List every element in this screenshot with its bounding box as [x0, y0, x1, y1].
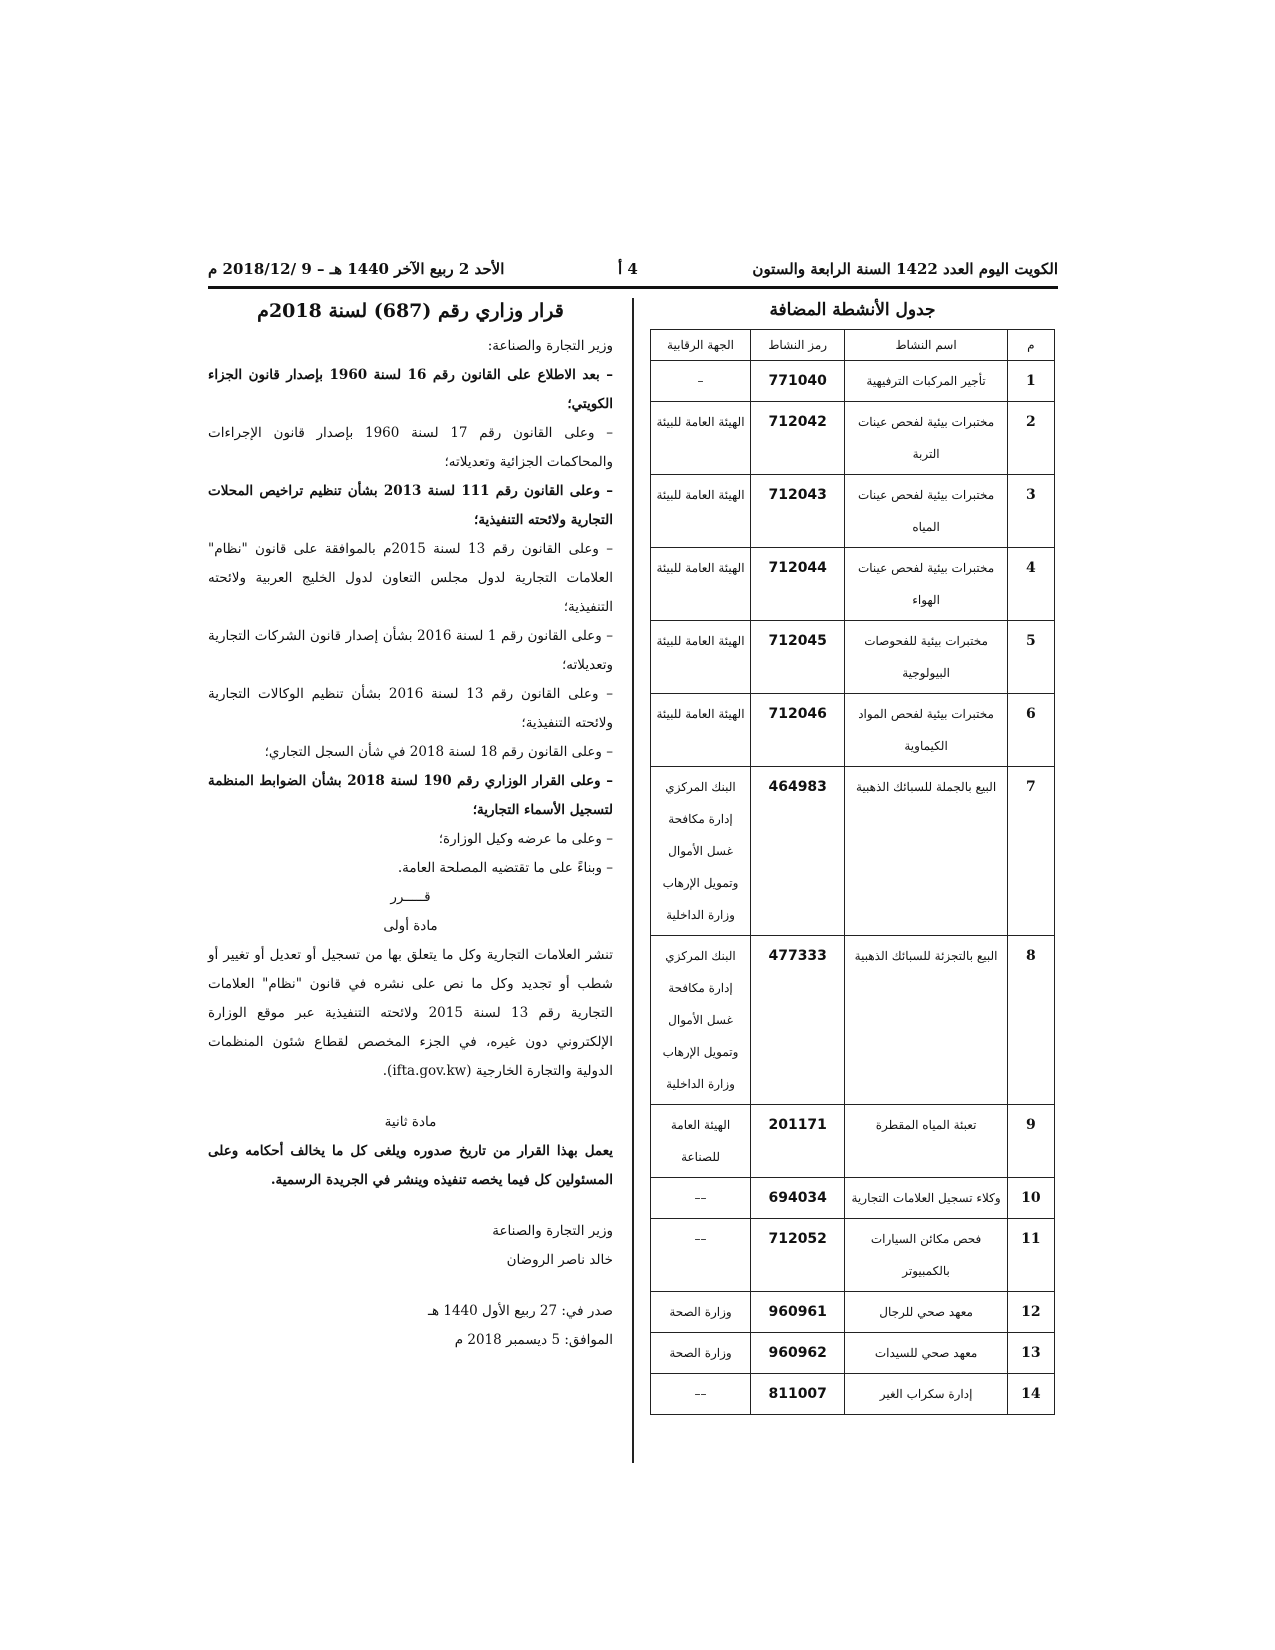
regulatory-authority: الهيئة العامة للبيئة: [651, 694, 751, 767]
col-header-name: اسم النشاط: [845, 330, 1007, 361]
row-number: 2: [1007, 402, 1054, 475]
row-number: 3: [1007, 475, 1054, 548]
article-one-text: تنشر العلامات التجارية وكل ما يتعلق بها من تسجيل أو تعديل أو تغيير أو شطب أو تجديد وكل ما نص على نشره في قانون "نظام" العلامات التجارية رقم 13 لسنة 2015 ولائحته التنفيذية عبر موقع الوزارة الإلكتروني دون غيره، في الجزء المخصص لقطاع شئون المنظمات الدولية والتجارة الخارجية (ifta.gov.kw).: [208, 947, 614, 1079]
row-number: 14: [1007, 1374, 1054, 1415]
table-row: [651, 361, 1055, 402]
recital: – وعلى القانون رقم 1 لسنة 2016 بشأن إصدار قانون الشركات التجارية وتعديلاته؛: [208, 628, 613, 673]
header-rule: [208, 286, 1058, 289]
recital: – وعلى القانون رقم 111 لسنة 2013 بشأن تنظيم تراخيص المحلات التجارية ولائحته التنفيذية؛: [208, 483, 613, 528]
activity-name: وكلاء تسجيل العلامات التجارية: [845, 1178, 1007, 1219]
activities-table: [650, 329, 1055, 1415]
table-row: [651, 1178, 1055, 1219]
column-divider: [632, 298, 634, 1463]
activity-code: 201171: [751, 1105, 845, 1178]
recital: – بعد الاطلاع على القانون رقم 16 لسنة 1960 بإصدار قانون الجزاء الكويتي؛: [208, 367, 613, 412]
activity-name: البيع بالتجزئة للسبائك الذهبية: [845, 936, 1007, 1105]
regulatory-authority: ––: [651, 1178, 751, 1219]
page-number: 4 أ: [618, 260, 638, 278]
regulatory-authority: الهيئة العامة للبيئة: [651, 621, 751, 694]
table-row: [651, 1105, 1055, 1178]
activity-code: 712043: [751, 475, 845, 548]
table-row: [651, 621, 1055, 694]
signer-title: وزير التجارة والصناعة: [492, 1223, 613, 1239]
activity-code: 712042: [751, 402, 845, 475]
row-number: 7: [1007, 767, 1054, 936]
spacer: [208, 1195, 613, 1217]
activity-name: تأجير المركبات الترفيهية: [845, 361, 1007, 402]
page-header: [208, 258, 1058, 288]
activity-name: فحص مكائن السيارات بالكمبيوتر: [845, 1219, 1007, 1292]
issue-date: الأحد 2 ربيع الآخر 1440 هـ – 9 /2018/12 م: [208, 260, 505, 278]
row-number: 9: [1007, 1105, 1054, 1178]
recital: – وعلى القرار الوزاري رقم 190 لسنة 2018 بشأن الضوابط المنظمة لتسجيل الأسماء التجارية؛: [208, 773, 613, 818]
table-row: [651, 1219, 1055, 1292]
activity-code: 771040: [751, 361, 845, 402]
spacer: [208, 1275, 613, 1297]
regulatory-authority: الهيئة العامة للبيئة: [651, 548, 751, 621]
activity-name: مختبرات بيئية لفحص عينات التربة: [845, 402, 1007, 475]
activity-name: مختبرات بيئية لفحص عينات الهواء: [845, 548, 1007, 621]
activity-name: مختبرات بيئية لفحص عينات المياه: [845, 475, 1007, 548]
row-number: 13: [1007, 1333, 1054, 1374]
regulatory-authority: وزارة الصحة: [651, 1333, 751, 1374]
activity-name: البيع بالجملة للسبائك الذهبية: [845, 767, 1007, 936]
table-row: [651, 402, 1055, 475]
table-header-row: [651, 330, 1055, 361]
table-row: [651, 1292, 1055, 1333]
decided-heading: قـــــرر: [390, 889, 431, 905]
row-number: 5: [1007, 621, 1054, 694]
regulatory-authority: وزارة الصحة: [651, 1292, 751, 1333]
activity-name: مختبرات بيئية للفحوصات البيولوجية: [845, 621, 1007, 694]
activity-code: 960961: [751, 1292, 845, 1333]
activity-name: معهد صحي للرجال: [845, 1292, 1007, 1333]
regulatory-authority: البنك المركزي إدارة مكافحة غسل الأموال وتمويل الإرهاب وزارة الداخلية: [651, 936, 751, 1105]
activity-code: 712052: [751, 1219, 845, 1292]
col-header-num: م: [1007, 330, 1054, 361]
row-number: 6: [1007, 694, 1054, 767]
table-row: [651, 767, 1055, 936]
regulatory-authority: الهيئة العامة للبيئة: [651, 475, 751, 548]
table-title: جدول الأنشطة المضافة: [769, 300, 936, 320]
issue-date-hijri: صدر في: 27 ربيع الأول 1440 هـ: [427, 1303, 613, 1319]
recital: – وبناءً على ما تقتضيه المصلحة العامة.: [397, 860, 613, 876]
activity-name: معهد صحي للسيدات: [845, 1333, 1007, 1374]
row-number: 8: [1007, 936, 1054, 1105]
recital: – وعلى القانون رقم 13 لسنة 2016 بشأن تنظيم الوكالات التجارية ولائحته التنفيذية؛: [208, 686, 613, 731]
gazette-issue: الكويت اليوم العدد 1422 السنة الرابعة والستون: [752, 260, 1058, 278]
col-header-authority: الجهة الرقابية: [651, 330, 751, 361]
signer-name: خالد ناصر الروضان: [506, 1252, 613, 1268]
regulatory-authority: الهيئة العامة للصناعة: [651, 1105, 751, 1178]
recital: – وعلى القانون رقم 13 لسنة 2015م بالموافقة على قانون "نظام" العلامات التجارية لدول مجلس التعاون لدول الخليج العربية ولائحته التنفيذية؛: [208, 541, 613, 615]
recital: – وعلى القانون رقم 17 لسنة 1960 بإصدار قانون الإجراءات والمحاكمات الجزائية وتعديلاته؛: [208, 425, 613, 470]
regulatory-authority: ––: [651, 1374, 751, 1415]
decree-title: قرار وزاري رقم (687) لسنة 2018م: [257, 300, 564, 322]
row-number: 10: [1007, 1178, 1054, 1219]
article-one-title: مادة أولى: [383, 918, 438, 934]
recital: – وعلى القانون رقم 18 لسنة 2018 في شأن السجل التجاري؛: [264, 744, 613, 760]
table-row: [651, 475, 1055, 548]
regulatory-authority: –: [651, 361, 751, 402]
recital: – وعلى ما عرضه وكيل الوزارة؛: [438, 831, 613, 847]
activity-name: مختبرات بيئية لفحص المواد الكيماوية: [845, 694, 1007, 767]
activity-code: 811007: [751, 1374, 845, 1415]
table-row: [651, 1333, 1055, 1374]
table-row: [651, 936, 1055, 1105]
article-two-title: مادة ثانية: [384, 1114, 437, 1130]
regulatory-authority: الهيئة العامة للبيئة: [651, 402, 751, 475]
activity-name: إدارة سكراب الغير: [845, 1374, 1007, 1415]
regulatory-authority: البنك المركزي إدارة مكافحة غسل الأموال وتمويل الإرهاب وزارة الداخلية: [651, 767, 751, 936]
table-row: [651, 1374, 1055, 1415]
table-row: [651, 548, 1055, 621]
col-header-code: رمز النشاط: [751, 330, 845, 361]
activity-code: 712045: [751, 621, 845, 694]
decree-column: [208, 300, 613, 1355]
activity-name: تعبئة المياه المقطرة: [845, 1105, 1007, 1178]
activity-code: 712046: [751, 694, 845, 767]
decree-issuer: وزير التجارة والصناعة:: [487, 338, 613, 354]
spacer: [208, 1086, 613, 1108]
issue-date-gregorian: الموافق: 5 ديسمبر 2018 م: [454, 1332, 613, 1348]
row-number: 11: [1007, 1219, 1054, 1292]
activity-code: 477333: [751, 936, 845, 1105]
regulatory-authority: ––: [651, 1219, 751, 1292]
table-row: [651, 694, 1055, 767]
article-two-text: يعمل بهذا القرار من تاريخ صدوره ويلغى كل ما يخالف أحكامه وعلى المسئولين كل فيما يخصه تنفيذه وينشر في الجريدة الرسمية.: [208, 1143, 613, 1188]
row-number: 12: [1007, 1292, 1054, 1333]
row-number: 4: [1007, 548, 1054, 621]
activity-code: 960962: [751, 1333, 845, 1374]
row-number: 1: [1007, 361, 1054, 402]
activity-code: 464983: [751, 767, 845, 936]
activity-code: 712044: [751, 548, 845, 621]
activity-code: 694034: [751, 1178, 845, 1219]
